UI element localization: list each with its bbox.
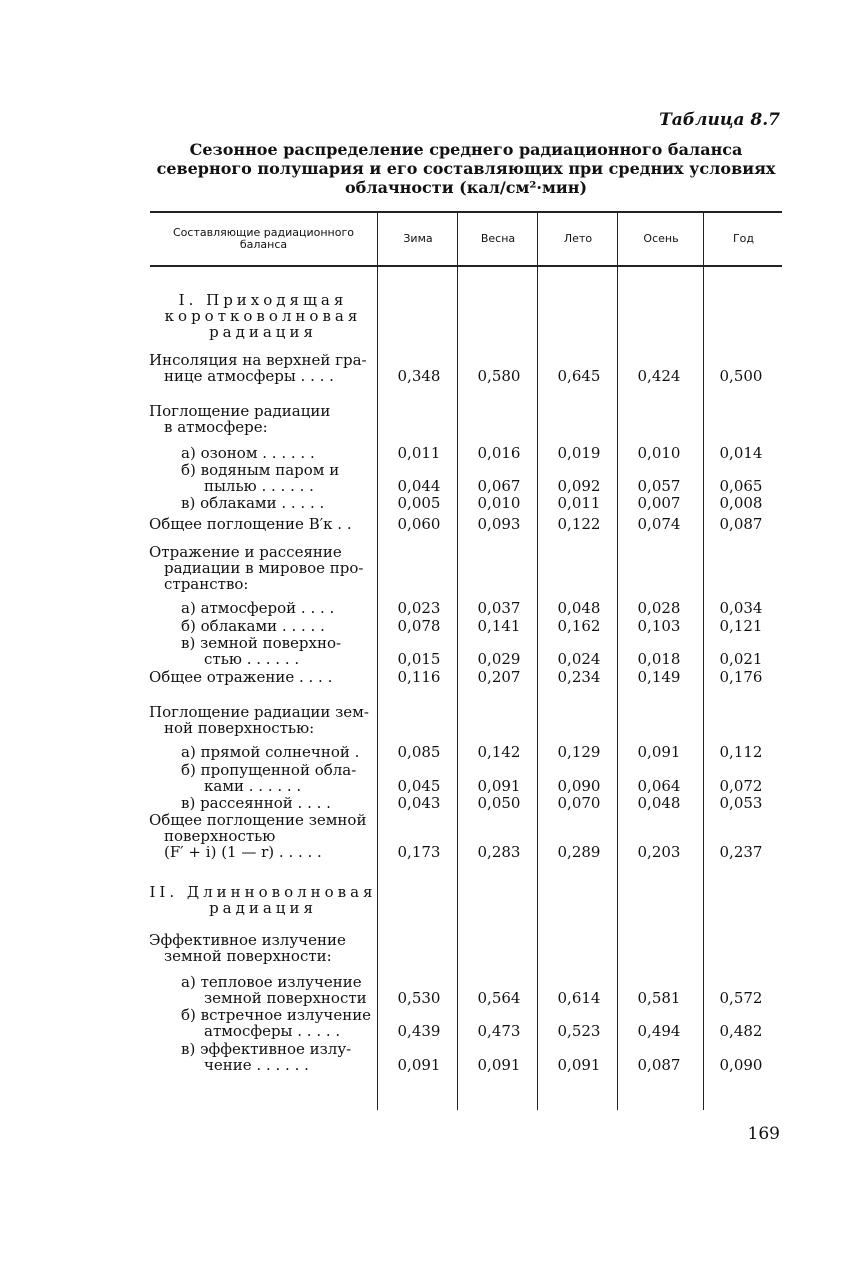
table-cell: 0,015 [397,650,441,668]
table-cell: 0,007 [637,494,681,512]
row-label-line: а) прямой солнечной . [181,743,360,761]
table-cell: 0,048 [637,794,681,812]
row-label [149,462,377,494]
row-label-line: б) пропущенной обла- [181,761,357,779]
header-component: Составляющие радиационного баланса [173,225,354,251]
table-cell: 0,044 [397,477,441,495]
row-label [149,445,377,461]
row-label [149,403,377,435]
table-cell: 0,016 [477,444,521,462]
table-cell: 0,149 [637,668,681,686]
row-label-line: Поглощение радиации [149,402,331,420]
table-cell: 0,091 [477,777,521,795]
table-cell: 0,023 [397,599,441,617]
table-cell: 0,024 [557,650,601,668]
row-label-line: (F′ + i) (1 — r) . . . . . [164,843,322,861]
table-cell: 0,122 [557,515,601,533]
row-label [149,744,377,760]
header-col-winter: Зима [403,231,433,245]
row-label-line: ками . . . . . . [204,777,302,795]
table-cell: 0,008 [719,494,763,512]
table-title [150,140,782,197]
table-cell: 0,057 [637,477,681,495]
row-label [149,516,377,532]
row-label [149,544,377,592]
row-label-line: в) рассеянной . . . . [181,794,331,812]
table-cell: 0,176 [719,668,763,686]
row-label-line: II. Длинноволновая [149,883,377,901]
table-cell: 0,523 [557,1022,601,1040]
column-divider [377,212,378,1110]
row-label-line: атмосферы . . . . . [204,1022,341,1040]
row-label-line: б) встречное излучение [181,1006,372,1024]
row-label [149,1041,377,1073]
row-label-line: радиация [209,899,317,917]
table-cell: 0,072 [719,777,763,795]
row-label [149,1007,377,1039]
row-label [149,618,377,634]
table-cell: 0,045 [397,777,441,795]
table-cell: 0,091 [637,743,681,761]
table-cell: 0,018 [637,650,681,668]
table-cell: 0,500 [719,367,763,385]
row-label-line: земной поверхности: [164,947,332,965]
row-label [149,974,377,1006]
table-cell: 0,234 [557,668,601,686]
row-label [149,795,377,811]
table-cell: 0,021 [719,650,763,668]
table-cell: 0,283 [477,843,521,861]
table-cell: 0,116 [397,668,441,686]
row-label-line: Общее отражение . . . . [149,668,333,686]
table-cell: 0,019 [557,444,601,462]
table-cell: 0,348 [397,367,441,385]
row-label-line: странство: [164,575,249,593]
table-cell: 0,029 [477,650,521,668]
table-cell: 0,011 [397,444,441,462]
row-label-line: Инсоляция на верхней гра- [149,351,367,369]
table-cell: 0,091 [557,1056,601,1074]
table-cell: 0,482 [719,1022,763,1040]
row-label [149,932,377,964]
table-cell: 0,473 [477,1022,521,1040]
row-label [149,495,377,511]
header-col-summer: Лето [563,231,593,245]
row-label-line: ной поверхностью: [164,719,315,737]
row-label-line: пылью . . . . . . [204,477,314,495]
table-cell: 0,581 [637,989,681,1007]
table-cell: 0,067 [477,477,521,495]
table-cell: 0,112 [719,743,763,761]
header-col-autumn: Осень [643,231,679,245]
table-cell: 0,092 [557,477,601,495]
header-col-spring: Весна [480,231,516,245]
table-cell: 0,121 [719,617,763,635]
title-line: облачности (кал/см²·мин) [344,178,588,197]
table-cell: 0,074 [637,515,681,533]
row-label [149,669,377,685]
row-label-line: б) водяным паром и [181,461,340,479]
table-cell: 0,141 [477,617,521,635]
table-cell: 0,087 [719,515,763,533]
row-label [149,635,377,667]
header-bottom-rule [150,265,782,267]
table-cell: 0,014 [719,444,763,462]
table-cell: 0,439 [397,1022,441,1040]
table-cell: 0,048 [557,599,601,617]
table-cell: 0,037 [477,599,521,617]
row-label-line: нице атмосферы . . . . [164,367,334,385]
table-cell: 0,580 [477,367,521,385]
table-caption: Таблица 8.7 [659,110,780,130]
table-cell: 0,093 [477,515,521,533]
table-cell: 0,043 [397,794,441,812]
table-cell: 0,203 [637,843,681,861]
row-label-line: в) земной поверхно- [181,634,342,652]
row-label-line: чение . . . . . . [204,1056,309,1074]
row-label-line: I. Приходящая [178,291,348,309]
row-label [149,704,377,736]
row-label-line: поверхностью [164,827,276,845]
row-label [149,884,377,916]
table-cell: 0,090 [719,1056,763,1074]
table-cell: 0,289 [557,843,601,861]
row-label-line: а) атмосферой . . . . [181,599,335,617]
row-label [149,812,377,860]
table-cell: 0,564 [477,989,521,1007]
row-label-line: Общее поглощение B′к . . [149,515,352,533]
title-line: северного полушария и его составляющих при средних условиях [156,159,776,178]
table-cell: 0,645 [557,367,601,385]
table-cell: 0,005 [397,494,441,512]
row-label [149,600,377,616]
row-label-line: радиация [209,323,317,341]
table-cell: 0,142 [477,743,521,761]
row-label-line: радиации в мировое про- [164,559,364,577]
row-label-line: в) облаками . . . . . [181,494,325,512]
row-label-line: земной поверхности [204,989,367,1007]
row-label-line: а) озоном . . . . . . [181,444,315,462]
row-label [149,762,377,794]
row-label-line: б) облаками . . . . . [181,617,325,635]
title-line: Сезонное распределение среднего радиационного баланса [189,140,743,159]
table-cell: 0,065 [719,477,763,495]
table-cell: 0,091 [477,1056,521,1074]
row-label [149,292,377,340]
table-cell: 0,050 [477,794,521,812]
table-cell: 0,011 [557,494,601,512]
table-cell: 0,010 [637,444,681,462]
table-cell: 0,424 [637,367,681,385]
table-cell: 0,103 [637,617,681,635]
table-cell: 0,091 [397,1056,441,1074]
table-cell: 0,237 [719,843,763,861]
row-label-line: Общее поглощение земной [149,811,367,829]
row-label [149,352,377,384]
header-col-year: Год [732,231,755,245]
table-cell: 0,530 [397,989,441,1007]
page-number: 169 [747,1124,780,1144]
table-cell: 0,494 [637,1022,681,1040]
row-label-line: а) тепловое излучение [181,973,362,991]
table-cell: 0,129 [557,743,601,761]
table-cell: 0,090 [557,777,601,795]
table-cell: 0,572 [719,989,763,1007]
row-label-line: коротковолновая [164,307,362,325]
table-cell: 0,053 [719,794,763,812]
table-cell: 0,010 [477,494,521,512]
table-cell: 0,162 [557,617,601,635]
table-cell: 0,085 [397,743,441,761]
table-cell: 0,070 [557,794,601,812]
row-label-line: стью . . . . . . [204,650,300,668]
table-cell: 0,064 [637,777,681,795]
table-cell: 0,087 [637,1056,681,1074]
table-cell: 0,078 [397,617,441,635]
row-label-line: в атмосфере: [164,418,268,436]
table-cell: 0,034 [719,599,763,617]
table-cell: 0,614 [557,989,601,1007]
table-cell: 0,028 [637,599,681,617]
row-label-line: Поглощение радиации зем- [149,703,369,721]
table-cell: 0,173 [397,843,441,861]
row-label-line: в) эффективное излу- [181,1040,352,1058]
row-label-line: Эффективное излучение [149,931,346,949]
table-cell: 0,060 [397,515,441,533]
table-cell: 0,207 [477,668,521,686]
row-label-line: Отражение и рассеяние [149,543,342,561]
